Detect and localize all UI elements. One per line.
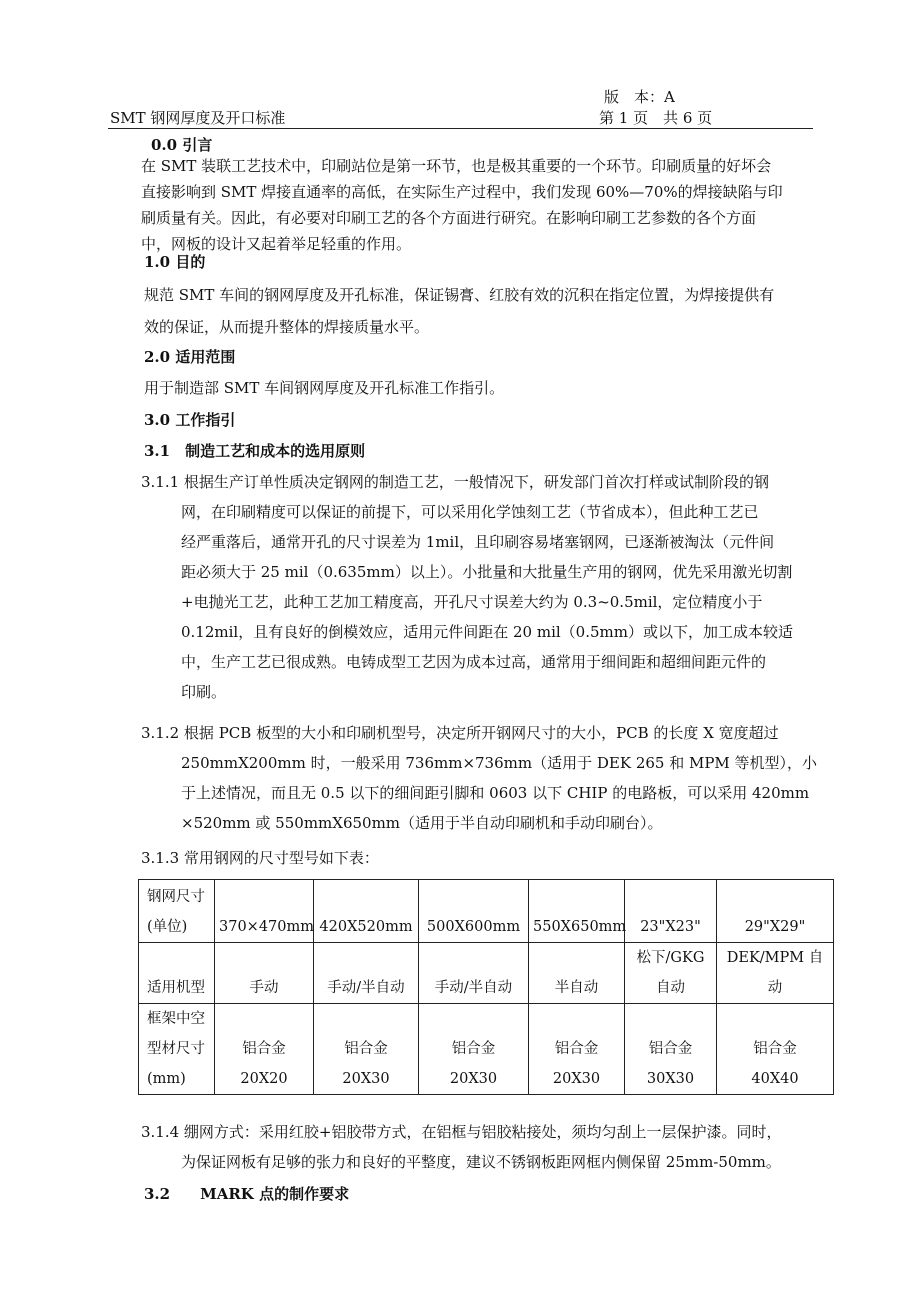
table-cell xyxy=(717,943,834,1004)
table-cell xyxy=(215,1004,314,1095)
table-cell-text: 手动/半自动 xyxy=(327,980,405,996)
table-cell-text: 动 xyxy=(767,980,783,996)
table-cell-text: 20X20 xyxy=(240,1071,288,1087)
clause-3-1-1-line: 印刷。 xyxy=(181,683,227,701)
table-cell-text: 29"X29" xyxy=(744,919,806,935)
table-cell-text: 20X30 xyxy=(342,1071,390,1087)
table-cell-text: 自动 xyxy=(656,980,685,996)
table-cell-text: (mm) xyxy=(147,1071,186,1087)
table-cell-text: 550X650mm xyxy=(533,919,627,935)
clause-3-1-1-line: 距必须大于 25 mil（0.635mm）以上）。小批量和大批量生产用的钢网，优先采用激光切割 xyxy=(181,563,793,581)
table-cell-text: 500X600mm xyxy=(426,919,521,935)
table-cell xyxy=(419,1004,529,1095)
table-row-machine-type xyxy=(139,943,834,1004)
section-1-line: 效的保证，从而提升整体的焊接质量水平。 xyxy=(144,318,430,336)
table-row-label xyxy=(139,1004,215,1095)
clause-3-1-3: 3.1.3 常用钢网的尺寸型号如下表： xyxy=(141,849,379,867)
table-cell-text: 适用机型 xyxy=(147,980,205,996)
section-0-line: 中，网板的设计又起着举足轻重的作用。 xyxy=(141,235,412,253)
table-cell xyxy=(314,943,419,1004)
table-cell xyxy=(717,1004,834,1095)
stencil-size-table xyxy=(138,879,834,1095)
table-cell-text: 20X30 xyxy=(552,1071,601,1087)
table-cell-text: 23"X23" xyxy=(640,919,701,935)
table-cell-text: 铝合金 xyxy=(554,1041,599,1057)
table-cell xyxy=(625,1004,717,1095)
header-doc-title: SMT 钢网厚度及开口标准 xyxy=(110,109,286,127)
table-cell xyxy=(314,880,419,943)
clause-3-1-4-line: 为保证网板有足够的张力和良好的平整度，建议不锈钢板距网框内侧保留 25mm-50mm。 xyxy=(181,1153,781,1171)
table-row-stencil-size xyxy=(139,880,834,943)
table-cell xyxy=(419,880,529,943)
clause-3-1-1 xyxy=(141,467,813,707)
table-cell-text: 30X30 xyxy=(646,1071,695,1087)
table-row-label xyxy=(139,880,215,943)
table-cell-text: 手动/半自动 xyxy=(434,980,513,996)
table-cell xyxy=(419,943,529,1004)
table-cell-text: 框架中空 xyxy=(147,1011,205,1027)
table-cell-text: (单位) xyxy=(147,919,188,935)
table-cell-text: 铝合金 xyxy=(242,1041,286,1057)
table-cell-text: 20X30 xyxy=(449,1071,498,1087)
table-cell-text: 铝合金 xyxy=(451,1041,496,1057)
table-cell-text: 半自动 xyxy=(554,980,599,996)
table-cell-text: 钢网尺寸 xyxy=(147,889,205,905)
section-0-line: 刷质量有关。因此，有必要对印刷工艺的各个方面进行研究。在影响印刷工艺参数的各个方面 xyxy=(141,209,757,227)
table-cell xyxy=(625,880,717,943)
table-cell xyxy=(529,943,625,1004)
section-0-line: 在 SMT 装联工艺技术中，印刷站位是第一环节，也是极其重要的一个环节。印刷质量的好坏会 xyxy=(141,157,772,175)
table-cell-text: 型材尺寸 xyxy=(147,1041,205,1057)
header-page-number: 第 1 页 共 6 页 xyxy=(599,109,713,127)
clause-3-1-2-first-line: 3.1.2 根据 PCB 板型的大小和印刷机型号，决定所开钢网尺寸的大小，PCB 的长度 X 宽度超过 xyxy=(141,724,779,742)
table-cell-text: 铝合金 xyxy=(344,1041,388,1057)
table-cell xyxy=(625,943,717,1004)
section-0-line: 直接影响到 SMT 焊接直通率的高低，在实际生产过程中，我们发现 60%—70%的焊接缺陷与印 xyxy=(141,183,783,201)
section-3-2-heading: 3.2 MARK 点的制作要求 xyxy=(144,1185,350,1203)
table-cell-text: 铝合金 xyxy=(648,1041,693,1057)
table-cell xyxy=(215,943,314,1004)
clause-3-1-2-line: 250mmX200mm 时，一般采用 736mm×736mm（适用于 DEK 265 和 MPM 等机型），小 xyxy=(181,754,818,772)
table-cell xyxy=(717,880,834,943)
clause-3-1-2 xyxy=(141,718,818,838)
clause-3-1-1-line: 经严重落后，通常开孔的尺寸误差为 1mil，且印刷容易堵塞钢网，已逐渐被淘汰（元件间 xyxy=(181,533,775,551)
table-cell-text: 420X520mm xyxy=(319,919,413,935)
section-2-heading: 2.0 适用范围 xyxy=(144,348,236,366)
clause-3-1-1-line: +电抛光工艺，此种工艺加工精度高，开孔尺寸误差大约为 0.3~0.5mil，定位精度小于 xyxy=(181,593,763,611)
table-cell-text: 370×470mm xyxy=(219,919,315,935)
table-cell-text: 松下/GKG xyxy=(636,950,705,966)
clause-3-1-4 xyxy=(141,1117,813,1177)
header-version: 版 本：A xyxy=(604,88,675,106)
table-cell xyxy=(529,1004,625,1095)
table-row-frame-profile xyxy=(139,1004,834,1095)
section-1-body xyxy=(144,279,816,343)
clause-3-1-1-first-line: 3.1.1 根据生产订单性质决定钢网的制造工艺，一般情况下，研发部门首次打样或试制阶段的钢 xyxy=(141,473,769,491)
section-0-heading: 0.0 引言 xyxy=(151,136,213,154)
table-cell xyxy=(529,880,625,943)
clause-3-1-1-line: 0.12mil，且有良好的倒模效应，适用元件间距在 20 mil（0.5mm）或以下，加工成本较适 xyxy=(181,623,793,641)
section-3-heading: 3.0 工作指引 xyxy=(144,411,236,429)
table-row-label xyxy=(139,943,215,1004)
clause-3-1-2-line: 于上述情况，而且无 0.5 以下的细间距引脚和 0603 以下 CHIP 的电路板，可以采用 420mm xyxy=(181,784,810,802)
table-cell-text: 铝合金 xyxy=(753,1041,797,1057)
section-0-body xyxy=(141,153,813,257)
clause-3-1-1-line: 网，在印刷精度可以保证的前提下，可以采用化学蚀刻工艺（节省成本），但此种工艺已 xyxy=(181,503,759,521)
section-1-line: 规范 SMT 车间的钢网厚度及开孔标准，保证锡膏、红胶有效的沉积在指定位置，为焊接提供有 xyxy=(144,286,775,304)
clause-3-1-4-first-line: 3.1.4 绷网方式：采用红胶+铝胶带方式，在铝框与铝胶粘接处，须均匀刮上一层保护漆。同时， xyxy=(141,1123,782,1141)
clause-3-1-1-line: 中，生产工艺已很成熟。电铸成型工艺因为成本过高，通常用于细间距和超细间距元件的 xyxy=(181,653,767,671)
section-1-heading: 1.0 目的 xyxy=(144,253,206,271)
table-cell-text: DEK/MPM 自 xyxy=(726,950,824,966)
section-2-body: 用于制造部 SMT 车间钢网厚度及开孔标准工作指引。 xyxy=(144,379,505,397)
clause-3-1-2-line: ×520mm 或 550mmX650mm（适用于半自动印刷机和手动印刷台）。 xyxy=(181,814,663,832)
table-cell-text: 40X40 xyxy=(751,1071,799,1087)
section-3-1-heading: 3.1 制造工艺和成本的选用原则 xyxy=(144,442,366,460)
header-rule xyxy=(108,128,813,129)
table-cell xyxy=(314,1004,419,1095)
table-cell-text: 手动 xyxy=(249,980,279,996)
table-cell xyxy=(215,880,314,943)
